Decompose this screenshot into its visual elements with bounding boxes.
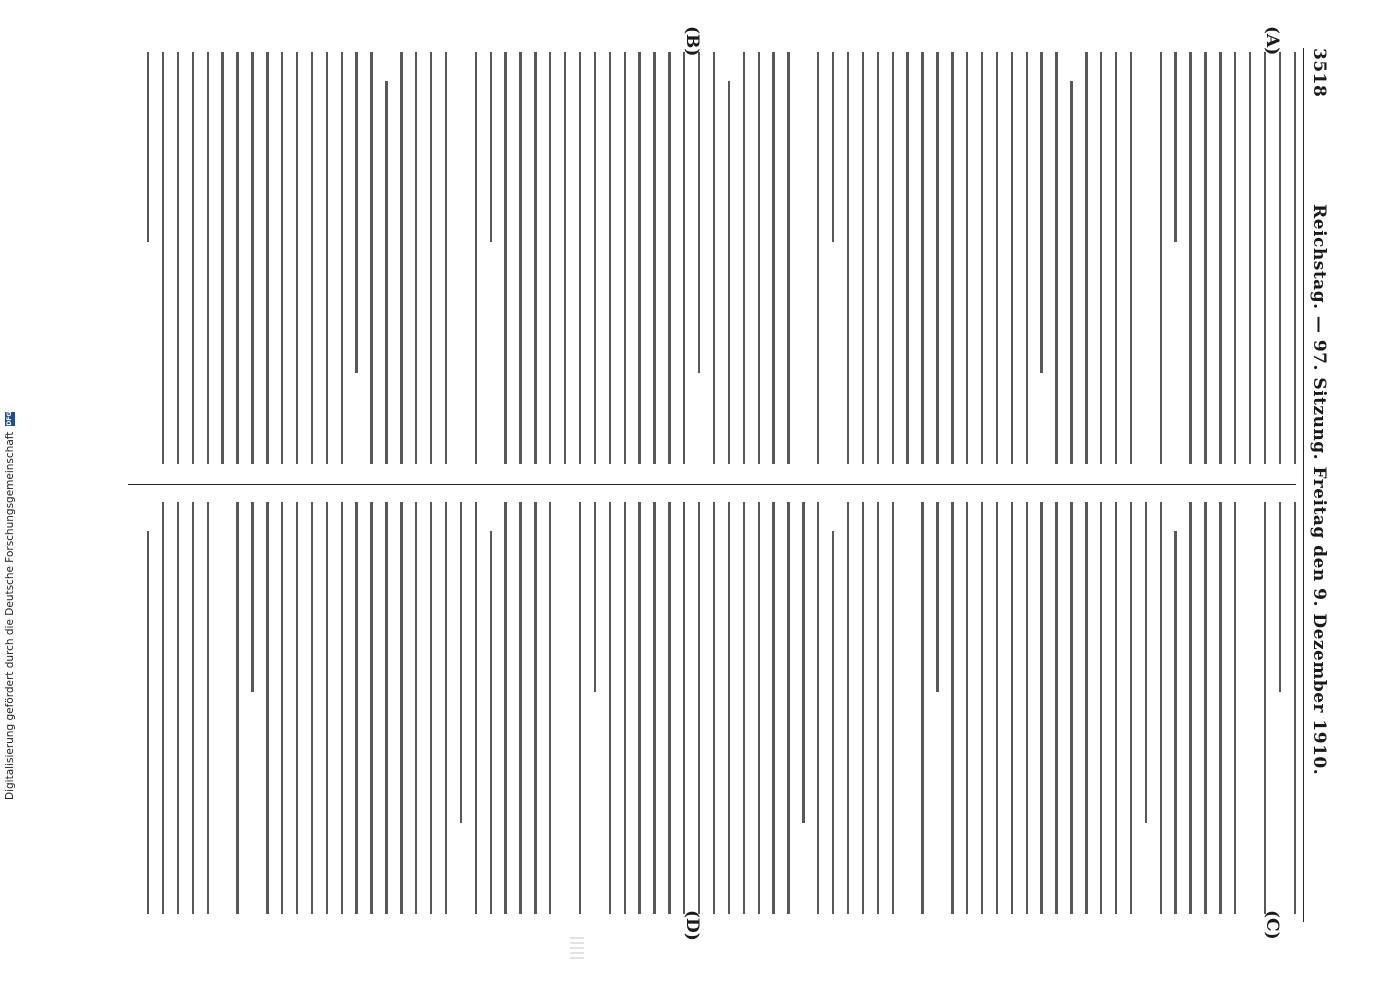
text-line <box>981 502 983 914</box>
text-line <box>1234 502 1236 914</box>
text-line <box>221 502 223 914</box>
text-line <box>326 502 328 914</box>
text-line <box>877 52 879 464</box>
text-line <box>147 52 149 242</box>
text-line <box>1145 502 1147 823</box>
text-line <box>236 52 238 464</box>
text-line <box>668 52 670 464</box>
text-line <box>1040 52 1042 373</box>
text-line <box>1249 502 1251 914</box>
text-line <box>1189 52 1191 464</box>
text-line <box>653 52 655 464</box>
text-line <box>638 52 640 464</box>
text-line <box>311 52 313 464</box>
text-line <box>534 52 536 464</box>
text-line <box>966 502 968 914</box>
text-line <box>370 502 372 914</box>
text-line <box>162 52 164 464</box>
text-line <box>1085 502 1087 914</box>
rotated-page <box>112 26 1342 941</box>
text-line <box>564 52 566 464</box>
text-line <box>1100 502 1102 914</box>
text-line <box>1011 52 1013 464</box>
text-line <box>1279 52 1281 464</box>
text-line <box>683 52 685 464</box>
text-line <box>847 502 849 914</box>
text-line <box>981 52 983 464</box>
text-line <box>624 52 626 464</box>
text-line <box>445 502 447 914</box>
text-line <box>192 502 194 914</box>
text-line <box>594 52 596 464</box>
text-line <box>1160 502 1162 914</box>
text-line <box>847 52 849 464</box>
text-line <box>370 52 372 464</box>
text-line <box>549 502 551 914</box>
text-line <box>1249 52 1251 464</box>
text-line <box>549 52 551 464</box>
text-line <box>713 502 715 914</box>
text-line <box>534 502 536 914</box>
text-line <box>504 52 506 464</box>
text-line <box>594 502 596 692</box>
text-line <box>892 52 894 464</box>
text-line <box>817 502 819 914</box>
text-line <box>951 52 953 464</box>
text-line <box>683 502 685 914</box>
text-line <box>906 502 908 914</box>
page-header <box>1303 48 1334 922</box>
text-line <box>951 502 953 914</box>
text-line <box>609 52 611 464</box>
text-line <box>1234 52 1236 464</box>
text-line <box>1130 52 1132 464</box>
text-line <box>296 52 298 464</box>
text-line <box>862 52 864 464</box>
text-line <box>519 502 521 914</box>
text-line <box>1219 502 1221 914</box>
text-line <box>996 502 998 914</box>
text-line <box>460 52 462 464</box>
text-line <box>326 52 328 464</box>
text-line <box>743 52 745 464</box>
text-line <box>1219 52 1221 464</box>
text-line <box>877 502 879 914</box>
text-line <box>1100 52 1102 464</box>
text-line <box>341 502 343 914</box>
text-line <box>519 52 521 464</box>
text-line <box>356 52 358 373</box>
text-line <box>147 531 149 914</box>
scan-speck <box>570 935 584 959</box>
text-line <box>787 52 789 464</box>
text-line <box>966 52 968 464</box>
text-line <box>1160 52 1162 464</box>
text-line <box>728 81 730 464</box>
text-line <box>564 502 566 914</box>
text-line <box>266 502 268 914</box>
text-line <box>162 502 164 914</box>
text-line <box>1026 502 1028 914</box>
text-line <box>1189 502 1191 914</box>
text-line <box>296 502 298 914</box>
text-line <box>504 502 506 914</box>
text-line <box>1279 502 1281 692</box>
text-line <box>1085 52 1087 464</box>
text-line <box>251 502 253 692</box>
column-divider <box>128 484 1296 485</box>
text-line <box>221 52 223 464</box>
text-line <box>936 52 938 464</box>
text-line <box>787 502 789 914</box>
text-line <box>490 52 492 242</box>
text-line <box>1174 531 1176 914</box>
text-line <box>341 52 343 464</box>
text-line <box>758 502 760 914</box>
text-line <box>892 502 894 914</box>
text-line <box>1204 502 1206 914</box>
text-line <box>1145 52 1147 464</box>
text-line <box>445 52 447 464</box>
text-line <box>638 502 640 914</box>
text-line <box>281 502 283 914</box>
text-line <box>1040 502 1042 914</box>
text-line <box>1055 52 1057 464</box>
text-line <box>668 502 670 914</box>
text-line <box>385 81 387 464</box>
text-line <box>921 52 923 464</box>
text-line <box>772 502 774 914</box>
text-line <box>758 52 760 464</box>
text-line <box>177 502 179 914</box>
text-line <box>1115 502 1117 914</box>
text-line <box>698 502 700 914</box>
text-line <box>936 502 938 692</box>
dfg-logo: DFG <box>6 411 13 426</box>
text-line <box>356 502 358 914</box>
text-line <box>624 502 626 914</box>
page-title: Reichstag. — 97. Sitzung. Freitag den 9. Dezember 1910. <box>1309 204 1329 776</box>
text-line <box>266 52 268 464</box>
right-text-column <box>128 502 1296 914</box>
text-line <box>192 52 194 464</box>
text-line <box>921 502 923 914</box>
text-line <box>1204 52 1206 464</box>
text-line <box>698 52 700 373</box>
text-line <box>1294 502 1296 914</box>
text-line <box>579 502 581 914</box>
text-line <box>609 502 611 914</box>
margin-letter-d: (D) <box>682 910 702 941</box>
text-line <box>772 52 774 464</box>
text-line <box>832 531 834 914</box>
margin-letter-a: (A) <box>1262 26 1282 56</box>
text-line <box>207 52 209 464</box>
text-line <box>415 52 417 464</box>
text-line <box>862 502 864 914</box>
text-line <box>490 531 492 914</box>
text-line <box>281 52 283 464</box>
text-line <box>177 52 179 464</box>
text-line <box>1070 502 1072 914</box>
text-line <box>400 52 402 464</box>
left-text-column <box>128 52 1296 464</box>
text-line <box>311 502 313 914</box>
text-line <box>802 52 804 464</box>
text-line <box>236 502 238 914</box>
margin-letter-b: (B) <box>682 26 702 57</box>
text-line <box>1011 502 1013 914</box>
text-line <box>817 52 819 464</box>
text-line <box>832 52 834 242</box>
text-line <box>743 502 745 914</box>
text-line <box>430 502 432 914</box>
text-line <box>1070 81 1072 464</box>
text-line <box>475 52 477 464</box>
text-line <box>1174 52 1176 242</box>
text-line <box>1294 52 1296 464</box>
text-line <box>207 502 209 914</box>
text-line <box>1264 52 1266 464</box>
text-line <box>460 502 462 823</box>
text-line <box>1130 502 1132 914</box>
text-line <box>579 52 581 464</box>
text-line <box>906 52 908 464</box>
text-line <box>713 52 715 464</box>
text-line <box>996 52 998 464</box>
text-line <box>430 52 432 464</box>
text-line <box>1264 502 1266 914</box>
text-line <box>728 502 730 914</box>
credit-text: Digitalisierung gefördert durch die Deutsche Forschungsgemeinschaft <box>4 431 16 800</box>
page-number: 3518 <box>1309 48 1329 98</box>
text-line <box>1026 52 1028 464</box>
margin-letter-c: (C) <box>1262 910 1282 940</box>
text-line <box>802 502 804 823</box>
digitization-credit <box>2 411 18 800</box>
text-line <box>1055 502 1057 914</box>
text-line <box>415 502 417 914</box>
text-line <box>1115 52 1117 464</box>
text-line <box>251 52 253 464</box>
text-line <box>400 502 402 914</box>
text-line <box>385 502 387 914</box>
text-line <box>653 502 655 914</box>
text-line <box>475 502 477 914</box>
